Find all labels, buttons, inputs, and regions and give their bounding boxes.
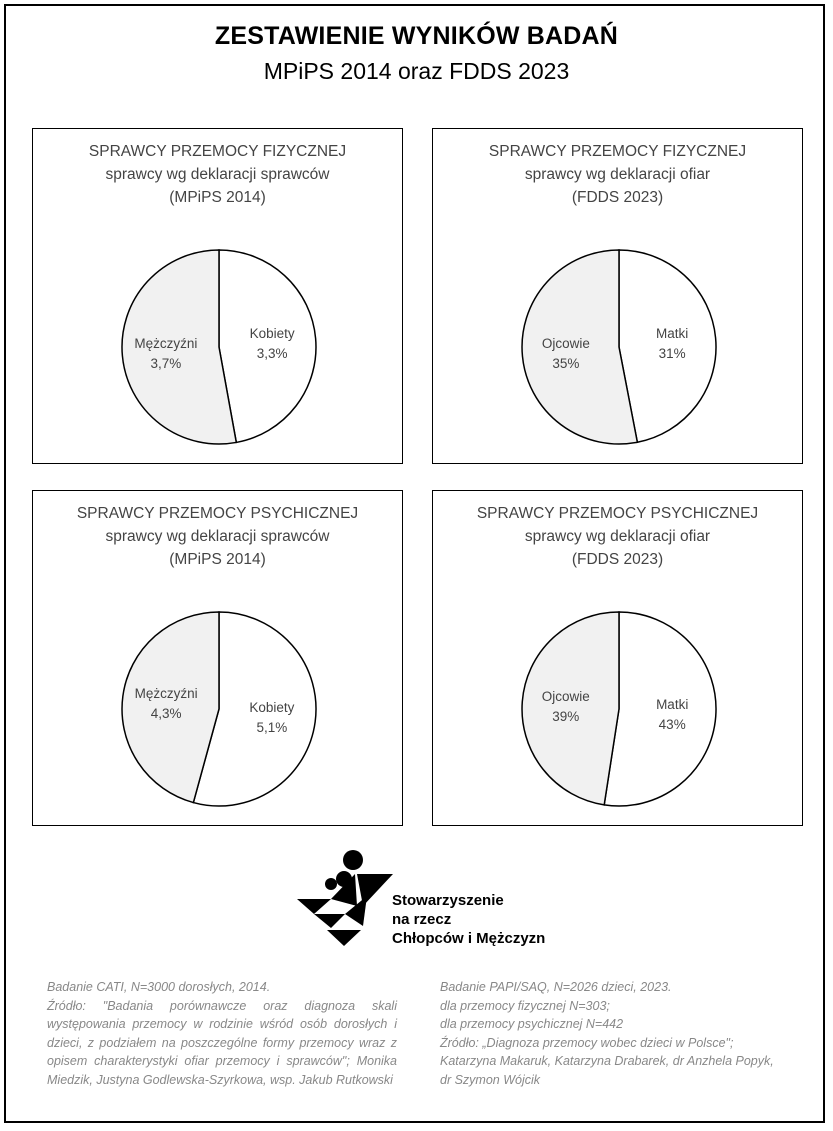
chart-source: (MPiPS 2014) bbox=[169, 189, 266, 206]
logo-line: Stowarzyszenie bbox=[392, 892, 504, 909]
pie-chart bbox=[433, 129, 804, 465]
slice-value-label: 3,3% bbox=[256, 346, 288, 362]
chart-panel-physical-fdds bbox=[432, 128, 803, 464]
source-line: Źródło: „Diagnoza przemocy wobec dzieci w Polsce"; Katarzyna Makaruk, Katarzyna Drabarek, dr Anzhela Popyk, dr Szymon Wójcik bbox=[440, 1035, 778, 1087]
slice-value-label: 35% bbox=[552, 356, 580, 372]
logo-line: na rzecz bbox=[392, 911, 452, 928]
chart-title: SPRAWCY PRZEMOCY PSYCHICZNEJ bbox=[476, 505, 759, 522]
chart-panel-physical-mpips bbox=[32, 128, 403, 464]
slice-value-label: 31% bbox=[658, 345, 686, 361]
slice-label: Ojcowie bbox=[541, 688, 590, 704]
chart-source: (FDDS 2023) bbox=[571, 551, 664, 568]
page-title: ZESTAWIENIE WYNIKÓW BADAŃ bbox=[214, 22, 619, 50]
source-note-mpips bbox=[47, 978, 401, 1089]
logo-head-large bbox=[343, 850, 363, 870]
page-subtitle: MPiPS 2014 oraz FDDS 2023 bbox=[263, 58, 570, 84]
slice-value-label: 3,7% bbox=[150, 355, 182, 371]
slice-label: Mężczyźni bbox=[134, 685, 198, 701]
chart-title: SPRAWCY PRZEMOCY FIZYCZNEJ bbox=[88, 143, 347, 160]
chart-subtitle: sprawcy wg deklaracji sprawców bbox=[105, 166, 330, 183]
source-note-fdds bbox=[440, 978, 785, 1089]
chart-subtitle: sprawcy wg deklaracji ofiar bbox=[524, 166, 711, 183]
source-line: dla przemocy fizycznej N=303; bbox=[440, 998, 610, 1013]
source-line: dla przemocy psychicznej N=442 bbox=[440, 1017, 624, 1031]
chart-subtitle: sprawcy wg deklaracji sprawców bbox=[105, 528, 330, 545]
logo-triangle-bottom bbox=[327, 930, 361, 946]
slice-label: Matki bbox=[655, 325, 689, 341]
association-name bbox=[392, 891, 545, 948]
slice-value-label: 39% bbox=[552, 708, 580, 724]
chart-panel-psychological-mpips bbox=[32, 490, 403, 826]
slice-value-label: 43% bbox=[658, 717, 686, 733]
slice-value-label: 4,3% bbox=[150, 705, 182, 721]
chart-title: SPRAWCY PRZEMOCY PSYCHICZNEJ bbox=[76, 505, 359, 522]
slice-label: Kobiety bbox=[249, 700, 295, 716]
chart-subtitle: sprawcy wg deklaracji ofiar bbox=[524, 528, 711, 545]
logo-line: Chłopców i Mężczyzn bbox=[392, 930, 546, 947]
logo-head-small bbox=[325, 878, 337, 890]
slice-label: Mężczyźni bbox=[134, 335, 198, 351]
pie-chart bbox=[433, 491, 804, 827]
source-line: Badanie PAPI/SAQ, N=2026 dzieci, 2023. bbox=[440, 980, 672, 994]
chart-source: (MPiPS 2014) bbox=[169, 551, 266, 568]
logo-triangle-left bbox=[297, 899, 331, 914]
source-line: Źródło: "Badania porównawcze oraz diagnoza skali występowania przemocy w rodzinie wśród osób dorosłych i dzieci, z podziałem na poszczególne formy przemocy wraz z opisem charakterystyki ofiar przemocy i sprawców"; Monika Miedzik, Justyna Godlewska-Szyrkowa, wsp. Jakub Rutkowski bbox=[47, 998, 401, 1087]
logo-triangle-mid bbox=[314, 914, 345, 928]
chart-source: (FDDS 2023) bbox=[571, 189, 664, 206]
pie-chart bbox=[33, 491, 404, 827]
slice-label: Matki bbox=[656, 697, 689, 713]
chart-title: SPRAWCY PRZEMOCY FIZYCZNEJ bbox=[488, 143, 747, 160]
slice-label: Ojcowie bbox=[541, 336, 590, 352]
pie-chart bbox=[33, 129, 404, 465]
chart-panel-psychological-fdds bbox=[432, 490, 803, 826]
source-line: Badanie CATI, N=3000 dorosłych, 2014. bbox=[47, 980, 271, 994]
slice-label: Kobiety bbox=[249, 326, 295, 342]
slice-value-label: 5,1% bbox=[256, 720, 288, 736]
